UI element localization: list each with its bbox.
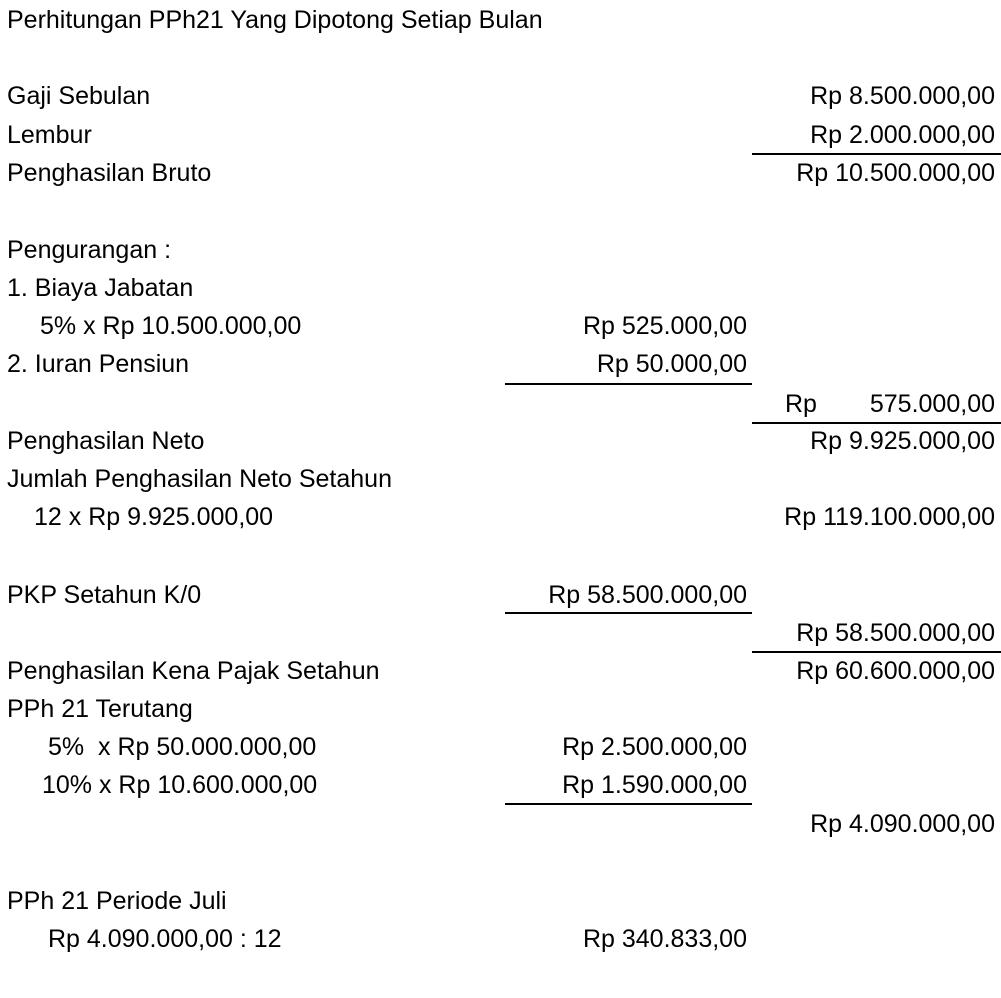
neto-value: Rp 9.925.000,00 [810,427,995,455]
gaji-value: Rp 8.500.000,00 [810,82,995,110]
bruto-row [0,154,1001,192]
neto-setahun-label: Jumlah Penghasilan Neto Setahun [7,465,392,493]
ptkp-row [0,576,1001,614]
terutang-total-row [0,805,1001,843]
lembur-value: Rp 2.000.000,00 [810,121,995,149]
iuran-pensiun-label: 2. Iuran Pensiun [7,350,190,378]
pengurangan-total-value: 575.000,00 [869,390,995,418]
biaya-jabatan-label: 1. Biaya Jabatan [7,274,194,302]
pengurangan-total [785,385,995,423]
title-row [0,1,1001,39]
ptkp-value: Rp 58.500.000,00 [548,581,747,609]
tier2-row [0,766,1001,804]
neto-label: Penghasilan Neto [7,427,205,455]
biaya-jabatan-row [0,269,1001,307]
ptkp-total-row [0,614,1001,652]
periode-calc-row [0,920,1001,958]
neto-row [0,422,1001,460]
lembur-row [0,116,1001,154]
neto-setahun-row [0,460,1001,498]
currency-label: Rp [785,390,817,418]
terutang-label: PPh 21 Terutang [7,695,193,723]
pkp-value: Rp 60.600.000,00 [796,657,995,685]
periode-value: Rp 340.833,00 [582,925,747,953]
pkp-label: Penghasilan Kena Pajak Setahun [7,657,380,685]
tier1-row [0,728,1001,766]
page-title: Perhitungan PPh21 Yang Dipotong Setiap Bulan [7,6,543,34]
biaya-jabatan-calc-row [0,307,1001,345]
pengurangan-label: Pengurangan : [7,236,172,264]
periode-label: PPh 21 Periode Juli [7,887,227,915]
ptkp-label: PKP Setahun K/0 [7,581,202,609]
neto-setahun-value: Rp 119.100.000,00 [784,503,995,531]
tier2-value: Rp 1.590.000,00 [562,771,747,799]
iuran-pensiun-row [0,345,1001,383]
biaya-jabatan-value: Rp 525.000,00 [582,312,747,340]
lembur-label: Lembur [7,121,92,149]
iuran-pensiun-value: Rp 50.000,00 [596,350,747,378]
pengurangan-row [0,231,1001,269]
pkp-row [0,652,1001,690]
pengurangan-total-row [0,385,1001,423]
bruto-value: Rp 10.500.000,00 [796,159,995,187]
bruto-label: Penghasilan Bruto [7,159,212,187]
tier1-value: Rp 2.500.000,00 [562,733,747,761]
periode-row [0,882,1001,920]
periode-calc: Rp 4.090.000,00 : 12 [48,925,282,953]
tier1-calc: 5% x Rp 50.000.000,00 [48,733,317,761]
terutang-total: Rp 4.090.000,00 [810,810,995,838]
gaji-label: Gaji Sebulan [7,82,151,110]
biaya-jabatan-calc: 5% x Rp 10.500.000,00 [40,312,302,340]
gaji-row [0,77,1001,115]
tier2-calc: 10% x Rp 10.600.000,00 [42,771,318,799]
ptkp-total: Rp 58.500.000,00 [796,619,995,647]
terutang-row [0,690,1001,728]
neto-setahun-calc-row [0,498,1001,536]
neto-setahun-calc: 12 x Rp 9.925.000,00 [34,503,274,531]
